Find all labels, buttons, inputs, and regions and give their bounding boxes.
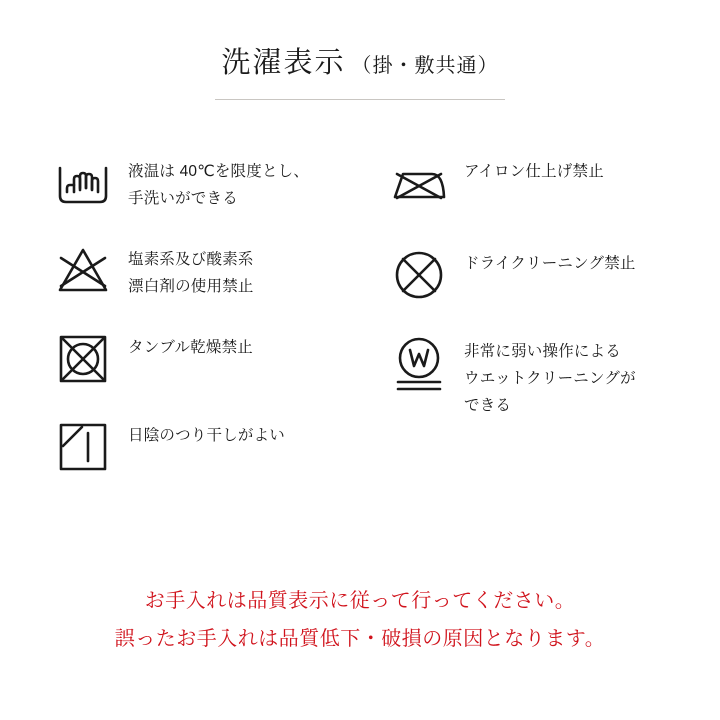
care-item-no-bleach [52,240,360,302]
no-iron-icon [388,152,450,214]
care-item-description: 非常に弱い操作による ウエットクリーニングが できる [464,343,636,415]
hand-wash-icon [52,152,114,214]
care-notice [0,582,720,658]
line-dry-in-shade-icon [52,416,114,478]
page-title [0,40,720,81]
care-item-hand-wash [52,152,360,214]
page-title-main: 洗濯表示 [221,47,346,79]
care-item-description: タンブル乾燥禁止 [128,339,253,356]
care-item-no-dry-clean [388,244,720,306]
care-item-description: ドライクリーニング禁止 [464,255,636,272]
care-item-wet-clean-very-mild [388,332,720,419]
care-item-description: 日陰のつり干しがよい [128,427,286,444]
care-item-no-iron [388,152,720,214]
wet-clean-very-mild-icon [388,332,450,394]
care-notice-line-1: お手入れは品質表示に従って行ってください。 [144,590,576,612]
care-item-description: 液温は 40℃を限度とし、 手洗いができる [128,163,310,208]
no-bleach-icon [52,240,114,302]
title-divider [215,99,505,100]
care-item-description: アイロン仕上げ禁止 [464,163,604,180]
care-notice-line-2: 誤ったお手入れは品質低下・破損の原因となります。 [114,628,606,650]
header [0,0,720,100]
page-title-sub: （掛・敷共通） [351,55,499,77]
no-tumble-dry-icon [52,328,114,390]
care-item-description: 塩素系及び酸素系 漂白剤の使用禁止 [128,251,254,296]
no-dry-clean-icon [388,244,450,306]
care-item-no-tumble-dry [52,328,360,390]
care-symbol-grid [0,150,720,504]
care-item-line-dry-shade [52,416,360,478]
care-symbol-column-right [360,150,720,504]
care-symbol-column-left [0,150,360,504]
